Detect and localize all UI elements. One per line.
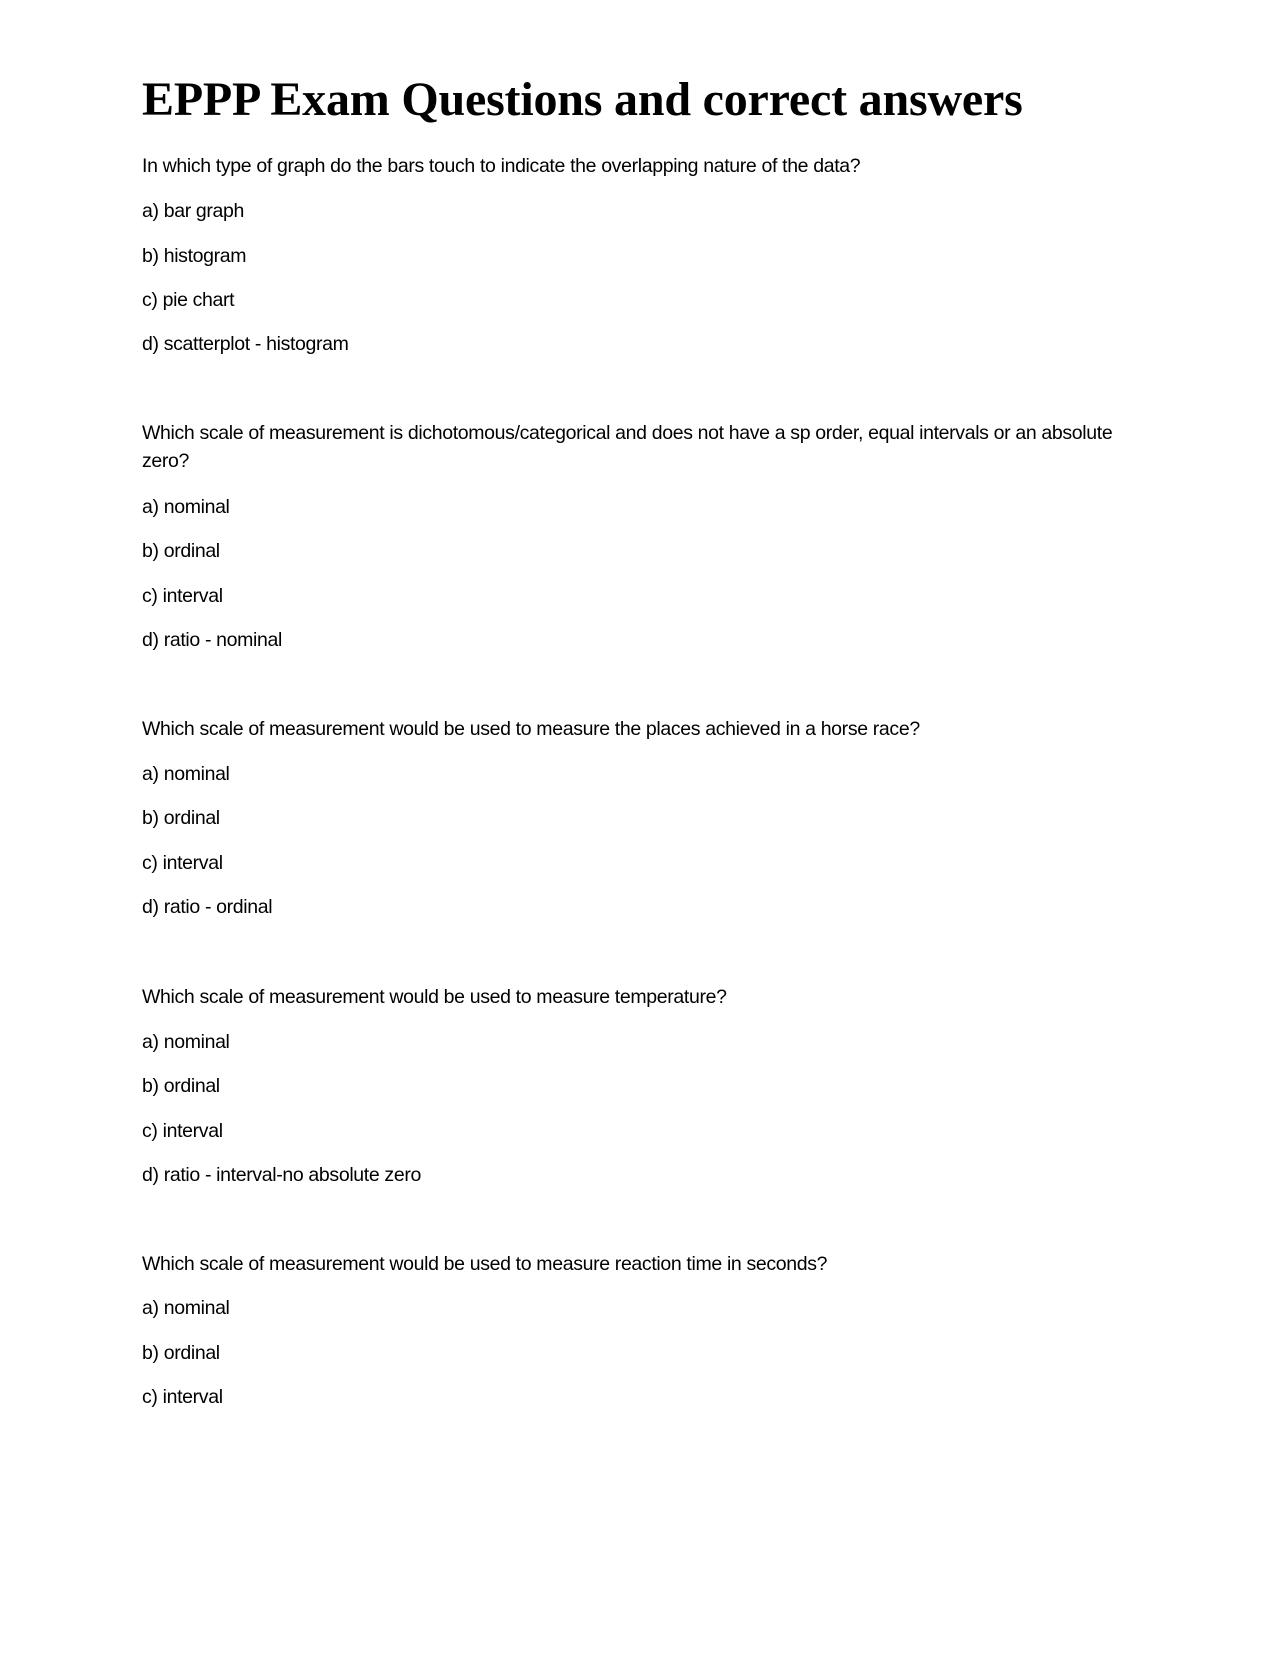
answer-option: c) interval	[142, 1120, 223, 1142]
question-text: Which scale of measurement is dichotomous/categorical and does not have a sp order, equal intervals or an absolute zero?	[142, 422, 1113, 472]
answer-option: c) interval	[142, 852, 223, 874]
answer-option: c) interval	[142, 585, 223, 607]
answer-option: a) nominal	[142, 763, 230, 785]
answer-option: b) ordinal	[142, 1342, 220, 1364]
question-text: Which scale of measurement would be used to measure the places achieved in a horse race?	[142, 718, 920, 740]
document-title: EPPP Exam Questions and correct answers	[142, 73, 1023, 126]
answer-option: d) ratio - ordinal	[142, 896, 273, 918]
answer-option: a) nominal	[142, 496, 230, 518]
answer-option: c) interval	[142, 1386, 223, 1408]
answer-option: d) scatterplot - histogram	[142, 333, 349, 355]
question-text: Which scale of measurement would be used to measure reaction time in seconds?	[142, 1253, 828, 1275]
answer-option: a) nominal	[142, 1031, 230, 1053]
question-text: In which type of graph do the bars touch to indicate the overlapping nature of the data?	[142, 155, 861, 177]
answer-option: b) histogram	[142, 245, 247, 267]
question-text: Which scale of measurement would be used to measure temperature?	[142, 986, 727, 1008]
answer-option: b) ordinal	[142, 807, 220, 829]
answer-option: d) ratio - interval-no absolute zero	[142, 1164, 421, 1186]
answer-option: a) nominal	[142, 1297, 230, 1319]
answer-option: c) pie chart	[142, 289, 235, 311]
answer-option: b) ordinal	[142, 1075, 220, 1097]
answer-option: b) ordinal	[142, 540, 220, 562]
answer-option: a) bar graph	[142, 200, 245, 222]
answer-option: d) ratio - nominal	[142, 629, 283, 651]
